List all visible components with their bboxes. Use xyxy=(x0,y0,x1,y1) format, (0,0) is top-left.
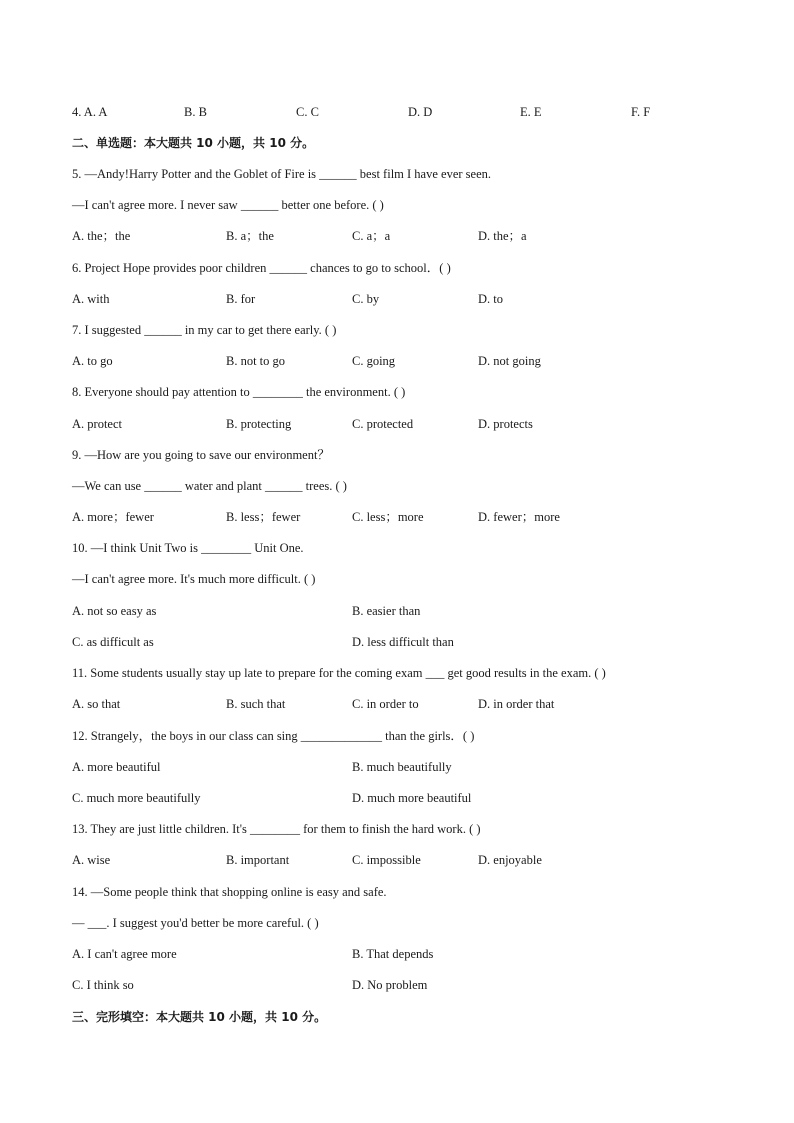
q14-text: 14. —Some people think that shopping online is easy and safe. xyxy=(72,885,387,899)
q6-option-c: C. by xyxy=(352,292,380,306)
q8-options xyxy=(72,416,732,432)
section-2-title: 二、单选题：本大题共 10 小题，共 10 分。 xyxy=(72,136,315,150)
q11-option-a: A. so that xyxy=(72,697,121,711)
q13-option-d: D. enjoyable xyxy=(478,853,542,867)
q8-option-d: D. protects xyxy=(478,417,533,431)
q10-text-2: —I can't agree more. It's much more difficult. ( ) xyxy=(72,572,316,586)
q12-option-a: A. more beautiful xyxy=(72,760,161,774)
q11-option-c: C. in order to xyxy=(352,697,419,711)
q12-option-d: D. much more beautiful xyxy=(352,791,472,805)
q6-option-b: B. for xyxy=(226,292,256,306)
section-3-title: 三、完形填空：本大题共 10 小题，共 10 分。 xyxy=(72,1010,327,1024)
q4-option-c: C. C xyxy=(296,105,319,119)
q5-option-c: C. a；a xyxy=(352,229,391,243)
q8-option-c: C. protected xyxy=(352,417,414,431)
q14-text-2: — ___. I suggest you'd better be more careful. ( ) xyxy=(72,916,319,930)
q7-option-c: C. going xyxy=(352,354,396,368)
q14-option-d: D. No problem xyxy=(352,978,428,992)
q13-option-c: C. impossible xyxy=(352,853,421,867)
q4-option-d: D. D xyxy=(408,105,433,119)
q8-text: 8. Everyone should pay attention to ________ the environment. ( ) xyxy=(72,385,406,399)
q10-options-row-1 xyxy=(72,603,732,619)
q11-text: 11. Some students usually stay up late to prepare for the coming exam ___ get good results in the exam. ( ) xyxy=(72,666,606,680)
q10-option-a: A. not so easy as xyxy=(72,604,157,618)
q7-option-b: B. not to go xyxy=(226,354,286,368)
q10-option-d: D. less difficult than xyxy=(352,635,454,649)
q6-options xyxy=(72,291,732,307)
q5-option-b: B. a；the xyxy=(226,229,274,243)
q12-text: 12. Strangely，the boys in our class can sing _____________ than the girls．( ) xyxy=(72,729,475,743)
q14-option-b: B. That depends xyxy=(352,947,434,961)
q7-text: 7. I suggested ______ in my car to get there early. ( ) xyxy=(72,323,337,337)
q4-option-b: B. B xyxy=(184,105,207,119)
q5-options xyxy=(72,228,732,244)
q13-options xyxy=(72,852,732,868)
q4-options xyxy=(72,104,732,120)
q8-option-b: B. protecting xyxy=(226,417,292,431)
q9-text: 9. —How are you going to save our environment？ xyxy=(72,448,330,462)
q4-option-e: E. E xyxy=(520,105,542,119)
q14-options-row-1 xyxy=(72,946,732,962)
q12-options-row-2 xyxy=(72,790,732,806)
q6-option-d: D. to xyxy=(478,292,503,306)
q5-option-a: A. the；the xyxy=(72,229,131,243)
q9-options xyxy=(72,509,732,525)
q12-option-c: C. much more beautifully xyxy=(72,791,201,805)
q4-option-a: 4. A. A xyxy=(72,105,108,119)
q9-option-a: A. more；fewer xyxy=(72,510,154,524)
q8-option-a: A. protect xyxy=(72,417,122,431)
q14-option-a: A. I can't agree more xyxy=(72,947,177,961)
q10-option-b: B. easier than xyxy=(352,604,421,618)
q13-option-b: B. important xyxy=(226,853,290,867)
q10-options-row-2 xyxy=(72,634,732,650)
q9-text-2: —We can use ______ water and plant ______ trees. ( ) xyxy=(72,479,347,493)
q5-option-d: D. the；a xyxy=(478,229,527,243)
q14-option-c: C. I think so xyxy=(72,978,134,992)
q10-text: 10. —I think Unit Two is ________ Unit One. xyxy=(72,541,304,555)
q7-option-d: D. not going xyxy=(478,354,541,368)
q13-text: 13. They are just little children. It's ________ for them to finish the hard work. ( ) xyxy=(72,822,481,836)
q9-option-b: B. less；fewer xyxy=(226,510,301,524)
q14-options-row-2 xyxy=(72,977,732,993)
q7-options xyxy=(72,353,732,369)
q7-option-a: A. to go xyxy=(72,354,113,368)
q6-text: 6. Project Hope provides poor children ______ chances to go to school．( ) xyxy=(72,261,451,275)
q9-option-c: C. less；more xyxy=(352,510,424,524)
q5-text-2: —I can't agree more. I never saw ______ better one before. ( ) xyxy=(72,198,384,212)
q9-option-d: D. fewer；more xyxy=(478,510,560,524)
q11-option-d: D. in order that xyxy=(478,697,555,711)
q12-option-b: B. much beautifully xyxy=(352,760,452,774)
q6-option-a: A. with xyxy=(72,292,110,306)
q12-options-row-1 xyxy=(72,759,732,775)
q11-option-b: B. such that xyxy=(226,697,286,711)
q11-options xyxy=(72,696,732,712)
q4-option-f: F. F xyxy=(631,105,651,119)
q13-option-a: A. wise xyxy=(72,853,111,867)
q10-option-c: C. as difficult as xyxy=(72,635,154,649)
q5-text: 5. —Andy!Harry Potter and the Goblet of Fire is ______ best film I have ever seen. xyxy=(72,167,491,181)
